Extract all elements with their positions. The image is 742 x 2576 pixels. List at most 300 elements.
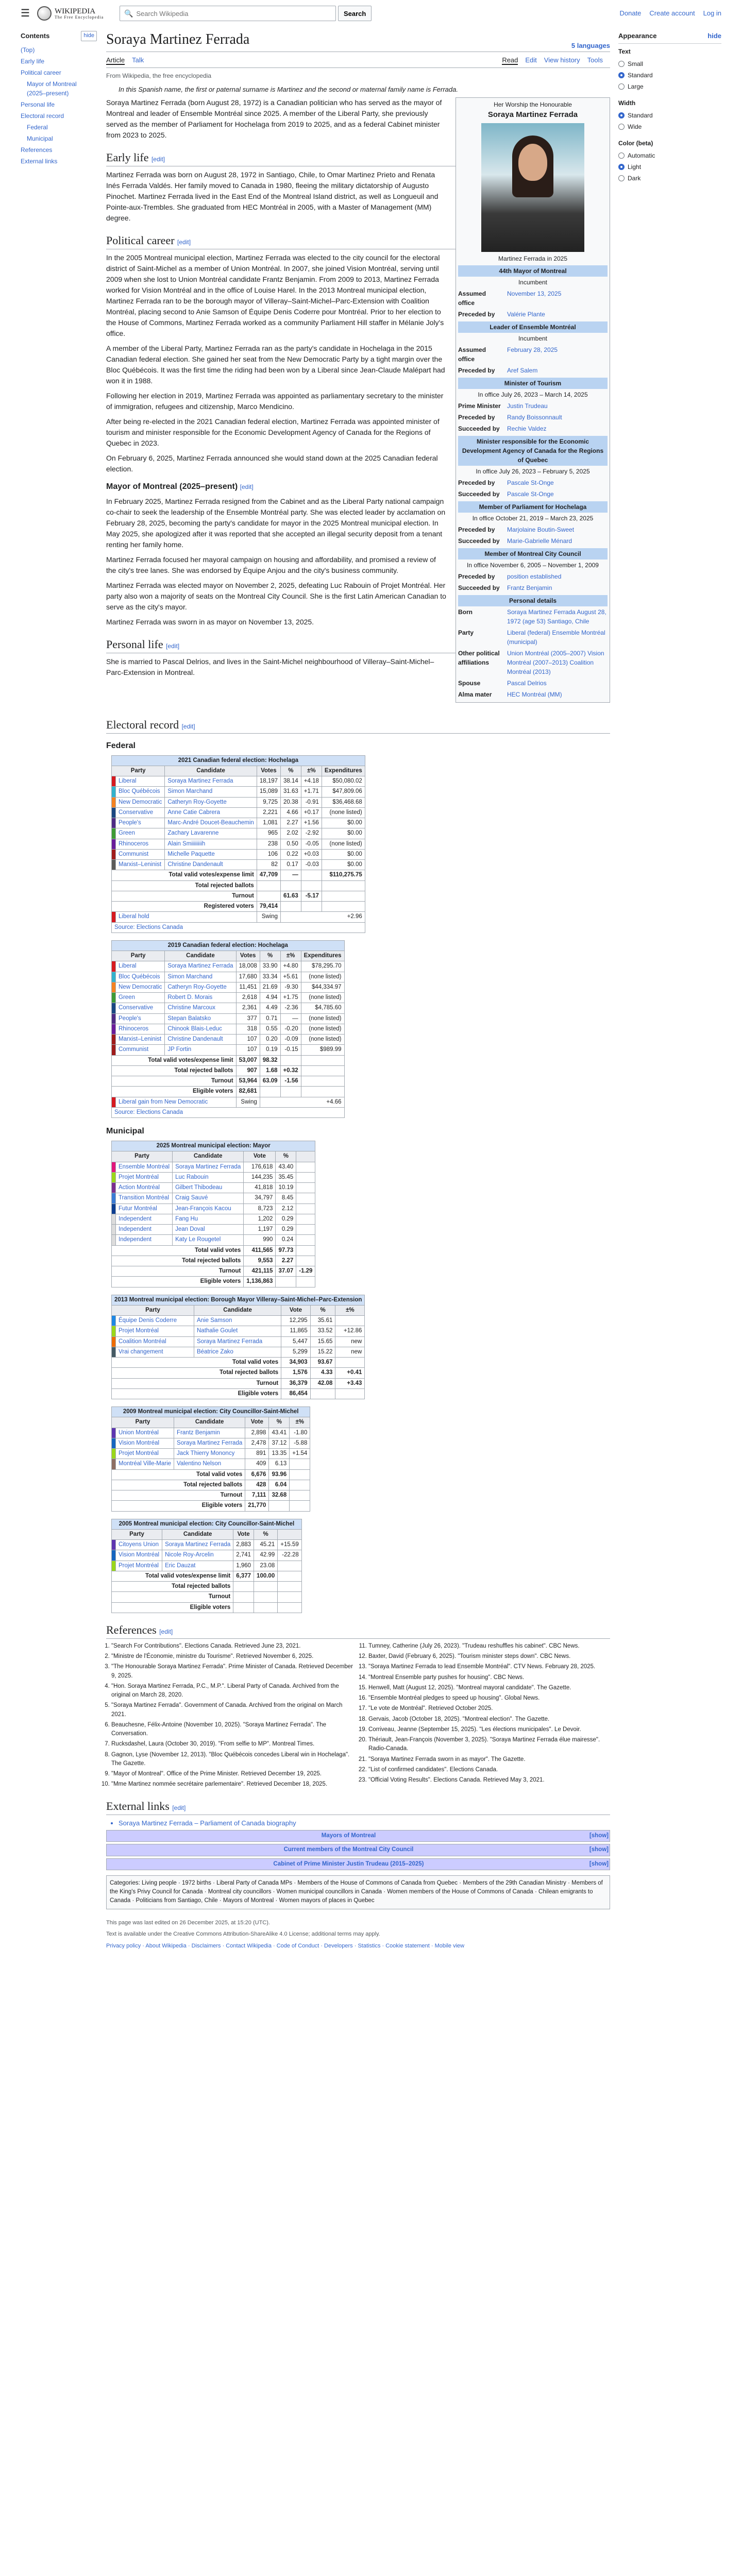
navbox-title[interactable]: Current members of the Montreal City Council: [283, 1846, 414, 1853]
candidate-cell[interactable]: Simon Marchand: [165, 787, 257, 797]
party-cell[interactable]: Projet Montréal: [116, 1326, 194, 1336]
text-standard-option[interactable]: Standard: [618, 70, 721, 81]
infobox-header[interactable]: Member of Montreal City Council: [458, 548, 608, 560]
totals-label: Total valid votes/expense limit: [112, 1055, 237, 1065]
totals-value: [257, 891, 280, 901]
party-cell[interactable]: Montréal Ville-Marie: [116, 1459, 174, 1469]
totals-label: Turnout: [112, 1490, 245, 1501]
percent-cell: 0.50: [281, 839, 301, 849]
toc-item[interactable]: (Top): [21, 46, 35, 54]
candidate-cell[interactable]: Chinook Blais-Leduc: [165, 1024, 236, 1034]
reference-item[interactable]: 10. "Mme Martinez nommée secrétaire parlementaire". Retrieved December 18, 2025.: [111, 1780, 353, 1789]
infobox-term: Incumbent: [518, 334, 548, 342]
column-header: [296, 1151, 315, 1162]
toc-item[interactable]: References: [21, 146, 53, 154]
party-cell[interactable]: Green: [116, 993, 165, 1003]
totals-value: [257, 880, 280, 891]
toc-item[interactable]: Mayor of Montreal (2025–present): [27, 80, 77, 97]
change-cell: [296, 1172, 315, 1182]
edit-section-link[interactable]: [edit]: [172, 1804, 186, 1811]
toc-item[interactable]: Political career: [21, 69, 61, 76]
election-table: [111, 1141, 315, 1287]
party-cell[interactable]: Independent: [116, 1235, 173, 1245]
menu-icon[interactable]: ☰: [21, 8, 30, 19]
navbox-title[interactable]: Mayors of Montreal: [321, 1833, 376, 1839]
column-header: ±%: [290, 1417, 310, 1428]
reference-item[interactable]: 13. "Soraya Martinez Ferrada to lead Ensemble Montréal". CTV News. February 28, 2025.: [368, 1663, 610, 1671]
reference-item[interactable]: 3. "The Honourable Soraya Martinez Ferrada". Prime Minister of Canada. Retrieved December 9, 2025.: [111, 1663, 353, 1681]
edit-section-link[interactable]: [edit]: [151, 156, 165, 163]
infobox-label: Born: [458, 608, 473, 616]
candidate-cell[interactable]: Alain Smiiiiiiiih: [165, 839, 257, 849]
candidate-cell[interactable]: Soraya Martinez Ferrada: [165, 961, 236, 972]
table-caption[interactable]: 2005 Montreal municipal election: City Councillor-Saint-Michel: [112, 1519, 302, 1529]
footer-links[interactable]: Privacy policy · About Wikipedia · Disclaimers · Contact Wikipedia · Code of Conduct · Developers · Statistics · Cookie statement · Mobile view: [106, 1942, 465, 1949]
tab-read[interactable]: Read: [502, 56, 518, 64]
candidate-cell[interactable]: Soraya Martinez Ferrada: [173, 1162, 244, 1172]
party-cell[interactable]: Marxist–Leninist: [116, 860, 165, 870]
party-color-swatch: [112, 1449, 116, 1459]
totals-value: [290, 1480, 310, 1490]
appearance-hide-button[interactable]: hide: [707, 32, 721, 40]
totals-value: 1.68: [260, 1065, 280, 1076]
party-cell[interactable]: Independent: [116, 1214, 173, 1224]
totals-value: 34,903: [281, 1358, 311, 1368]
totals-row: [112, 1065, 345, 1076]
table-caption[interactable]: 2021 Canadian federal election: Hochelaga: [112, 755, 365, 766]
party-cell[interactable]: Liberal: [116, 776, 165, 787]
reference-item[interactable]: 7. Rucksdashel, Laura (October 30, 2019). "From selfie to MP". Montreal Times.: [111, 1740, 353, 1749]
reference-item[interactable]: 20. Thériault, Jean-François (November 3, 2025). "Soraya Martinez Ferrada élue mairesse". Radio-Canada.: [368, 1736, 610, 1754]
toc-item[interactable]: External links: [21, 157, 58, 165]
infobox-value[interactable]: Frantz Benjamin: [507, 584, 552, 591]
table-caption[interactable]: 2009 Montreal municipal election: City Councillor-Saint-Michel: [112, 1407, 310, 1417]
infobox-value[interactable]: Pascale St-Onge: [507, 490, 554, 498]
infobox-honorific: Her Worship the Honourable: [494, 101, 572, 108]
party-cell[interactable]: Bloc Québécois: [116, 972, 165, 982]
totals-value: +0.32: [280, 1065, 301, 1076]
infobox-value[interactable]: Pascal Delrios: [507, 679, 547, 687]
color-dark-option[interactable]: Dark: [618, 173, 721, 184]
reference-item[interactable]: 18. Gervais, Jacob (October 18, 2025). "Montreal election". The Gazette.: [368, 1715, 610, 1724]
infobox-value[interactable]: HEC Montréal (MM): [507, 690, 562, 698]
candidate-cell[interactable]: Catheryn Roy-Goyette: [165, 982, 236, 992]
party-color-swatch: [112, 1024, 116, 1034]
candidate-cell[interactable]: Marc-André Doucet-Beauchemin: [165, 818, 257, 828]
navbox-header[interactable]: [107, 1859, 610, 1870]
navbox-toggle[interactable]: [show]: [589, 1860, 609, 1867]
radio-icon: [618, 83, 625, 90]
percent-cell: 6.13: [269, 1459, 290, 1469]
totals-row: [112, 870, 365, 880]
party-cell[interactable]: Rhinoceros: [116, 1024, 165, 1034]
table-row: [112, 849, 365, 859]
table-row: [112, 828, 365, 839]
reference-item[interactable]: 17. "Le vote de Montréal". Retrieved October 2025.: [368, 1704, 610, 1713]
party-cell[interactable]: Action Montréal: [116, 1183, 173, 1193]
infobox-value[interactable]: position established: [507, 572, 562, 580]
reference-item[interactable]: 5. "Soraya Martinez Ferrada". Government of Canada. Archived from the original on March 2021.: [111, 1701, 353, 1719]
party-cell[interactable]: Citoyens Union: [116, 1540, 162, 1550]
totals-row: [112, 1388, 365, 1399]
result-row: [112, 1097, 345, 1107]
totals-value: [260, 1087, 280, 1097]
infobox-header[interactable]: Personal details: [458, 595, 608, 606]
candidate-cell[interactable]: Catheryn Roy-Goyette: [165, 797, 257, 807]
site-logo[interactable]: [37, 6, 109, 21]
table-source[interactable]: Source: Elections Canada: [112, 922, 365, 933]
totals-value: $110,275.75: [322, 870, 365, 880]
donate-link[interactable]: Donate: [619, 9, 642, 18]
totals-value: +3.43: [335, 1378, 365, 1388]
toc-item[interactable]: Personal life: [21, 100, 55, 108]
party-cell[interactable]: Conservative: [116, 807, 165, 818]
candidate-cell[interactable]: Nicole Roy-Arcelin: [162, 1550, 233, 1561]
table-caption[interactable]: 2013 Montreal municipal election: Borough Mayor Villeray–Saint-Michel–Parc-Extension: [112, 1295, 365, 1305]
party-cell[interactable]: Union Montréal: [116, 1428, 174, 1438]
party-color-swatch: [112, 849, 116, 859]
party-cell[interactable]: Projet Montréal: [116, 1561, 162, 1571]
table-source[interactable]: Source: Elections Canada: [112, 1107, 345, 1117]
party-cell[interactable]: Transition Montréal: [116, 1193, 173, 1204]
table-caption[interactable]: 2019 Canadian federal election: Hochelaga: [112, 940, 345, 951]
party-cell[interactable]: Marxist–Leninist: [116, 1035, 165, 1045]
infobox-label: Preceded by: [458, 310, 495, 318]
reference-item[interactable]: 14. "Montreal Ensemble party pushes for housing". CBC News.: [368, 1673, 610, 1682]
edit-section-link[interactable]: [edit]: [166, 642, 180, 650]
infobox-name: Soraya Martinez Ferrada: [487, 110, 578, 119]
candidate-cell[interactable]: Béatrice Zako: [194, 1347, 281, 1357]
party-color-swatch: [112, 860, 116, 870]
candidate-cell[interactable]: Jack Thierry Mononcy: [174, 1449, 245, 1459]
reference-item[interactable]: 16. "Ensemble Montréal pledges to speed up housing". Global News.: [368, 1694, 610, 1703]
reference-item[interactable]: 1. "Search For Contributions". Elections Canada. Retrieved June 23, 2021.: [111, 1642, 353, 1651]
infobox-value[interactable]: Union Montréal (2005–2007) Vision Montréal (2007–2013) Coalition Montréal (2013): [507, 649, 604, 675]
reference-item[interactable]: 6. Beauchesne, Félix-Antoine (November 10, 2025). "Soraya Martinez Ferrada". The Conversation.: [111, 1721, 353, 1739]
candidate-cell[interactable]: Christine Dandenault: [165, 1035, 236, 1045]
table-row: [112, 1336, 365, 1347]
percent-cell: 23.08: [254, 1561, 278, 1571]
totals-value: 21,770: [245, 1501, 269, 1511]
totals-label: Total rejected ballots: [112, 1368, 281, 1378]
change-cell: new: [335, 1347, 365, 1357]
expenditure-cell: (none listed): [301, 1035, 344, 1045]
navbox-title[interactable]: Cabinet of Prime Minister Justin Trudeau (2015–2025): [273, 1860, 424, 1867]
toc-hide-button[interactable]: hide: [81, 31, 97, 41]
column-header: Party: [112, 1529, 162, 1539]
table-row: [112, 1035, 345, 1045]
party-cell[interactable]: Équipe Denis Coderre: [116, 1316, 194, 1326]
candidate-cell[interactable]: Robert D. Morais: [165, 993, 236, 1003]
login-link[interactable]: Log in: [703, 9, 721, 18]
party-cell[interactable]: Liberal: [116, 961, 165, 972]
table-caption-row: [112, 1295, 365, 1305]
votes-cell: 18,008: [236, 961, 260, 972]
totals-row: [112, 1277, 315, 1287]
infobox-value[interactable]: Liberal (federal) Ensemble Montréal (municipal): [507, 629, 605, 646]
totals-row: [112, 1571, 302, 1581]
votes-cell: 1,081: [257, 818, 280, 828]
candidate-cell[interactable]: Luc Rabouin: [173, 1172, 244, 1182]
change-cell: [296, 1193, 315, 1204]
tab-talk[interactable]: Talk: [132, 56, 144, 64]
party-cell[interactable]: Green: [116, 828, 165, 839]
result-label[interactable]: Liberal gain from New Democratic: [116, 1097, 237, 1107]
language-button[interactable]: 5 languages: [571, 41, 610, 49]
navbox-header[interactable]: [107, 1844, 610, 1855]
party-cell[interactable]: Conservative: [116, 1003, 165, 1013]
totals-label: Total valid votes/expense limit: [112, 870, 257, 880]
totals-row: [112, 880, 365, 891]
search-icon: 🔍: [124, 9, 133, 18]
candidate-cell[interactable]: Christine Marcoux: [165, 1003, 236, 1013]
external-link[interactable]: • Soraya Martinez Ferrada – Parliament of Canada biography: [119, 1818, 610, 1828]
party-cell[interactable]: Vision Montréal: [116, 1550, 162, 1561]
infobox-header[interactable]: Leader of Ensemble Montréal: [458, 321, 608, 333]
votes-cell: 1,202: [244, 1214, 276, 1224]
party-cell[interactable]: New Democratic: [116, 797, 165, 807]
totals-value: [290, 1469, 310, 1480]
party-color-swatch: [112, 1193, 116, 1204]
toc-title: Contents: [21, 32, 50, 40]
change-cell: +4.80: [280, 961, 301, 972]
table-header-row: [112, 1529, 302, 1539]
infobox-row: [458, 606, 608, 627]
reference-item[interactable]: 22. "List of confirmed candidates". Elections Canada.: [368, 1766, 610, 1774]
section-title: Electoral record: [106, 718, 179, 731]
candidate-cell[interactable]: Christine Dandenault: [165, 860, 257, 870]
candidate-cell[interactable]: Soraya Martinez Ferrada: [194, 1336, 281, 1347]
table-row: [112, 1540, 302, 1550]
tab-history[interactable]: View history: [544, 56, 580, 64]
expenditure-cell: $0.00: [322, 860, 365, 870]
width-wide-option[interactable]: Wide: [618, 121, 721, 132]
totals-value: 42.08: [310, 1378, 335, 1388]
party-cell[interactable]: Coalition Montréal: [116, 1336, 194, 1347]
infobox-value[interactable]: Valérie Plante: [507, 310, 545, 318]
text-small-option[interactable]: Small: [618, 58, 721, 70]
candidate-cell[interactable]: Gilbert Thibodeau: [173, 1183, 244, 1193]
radio-icon: [618, 124, 625, 130]
site-tagline: The Free Encyclopedia: [54, 14, 104, 20]
paragraph: On February 6, 2025, Martinez Ferrada announced she would stand down at the 2025 Canadian federal election.: [106, 454, 438, 473]
column-header: %: [310, 1305, 335, 1315]
infobox-header[interactable]: Member of Parliament for Hochelaga: [458, 501, 608, 513]
portrait-image[interactable]: [481, 123, 584, 252]
infobox-header[interactable]: Minister of Tourism: [458, 378, 608, 389]
totals-row: [112, 1055, 345, 1065]
totals-value: [254, 1582, 278, 1592]
candidate-cell[interactable]: Soraya Martinez Ferrada: [162, 1540, 233, 1550]
edit-section-link[interactable]: [edit]: [159, 1628, 173, 1635]
percent-cell: 0.55: [260, 1024, 280, 1034]
infobox-value[interactable]: Soraya Martinez Ferrada August 28, 1972 (age 53) Santiago, Chile: [507, 608, 606, 625]
votes-cell: 2,883: [233, 1540, 254, 1550]
table-caption[interactable]: 2025 Montreal municipal election: Mayor: [112, 1141, 315, 1151]
party-cell[interactable]: Projet Montréal: [116, 1449, 174, 1459]
party-cell[interactable]: People's: [116, 1013, 165, 1024]
change-cell: -5.88: [290, 1438, 310, 1448]
navbox-toggle[interactable]: [show]: [589, 1846, 609, 1853]
section-title: Early life: [106, 151, 149, 164]
table-header-row: [112, 951, 345, 961]
table-caption-row: [112, 1141, 315, 1151]
width-standard-option[interactable]: Standard: [618, 110, 721, 121]
votes-cell: 15,089: [257, 787, 280, 797]
party-color-swatch: [112, 1003, 116, 1013]
table-row: [112, 1172, 315, 1182]
totals-value: 93.96: [269, 1469, 290, 1480]
column-header: Party: [112, 951, 165, 961]
reference-item[interactable]: 15. Henwell, Matt (August 12, 2025). "Montreal mayoral candidate". The Gazette.: [368, 1684, 610, 1692]
toc-item[interactable]: Electoral record: [21, 112, 64, 120]
party-cell[interactable]: Vrai changement: [116, 1347, 194, 1357]
party-cell[interactable]: Projet Montréal: [116, 1172, 173, 1182]
candidate-cell[interactable]: Simon Marchand: [165, 972, 236, 982]
percent-cell: 4.49: [260, 1003, 280, 1013]
category-links[interactable]: Categories: Living people · 1972 births · Liberal Party of Canada MPs · Members of the House of Commons of Canada from Quebec · Members of the 29th Canadian Ministry · Members of the King's Privy Council for Canada · Montreal city councillors · Women municipal councillors in Canada · Women members of the House of Commons of Canada · Chilean emigrants to Canada · Politicians from Santiago, Chile · Mayors of Montreal · Women mayors of places in Quebec: [106, 1875, 610, 1909]
totals-value: [278, 1571, 302, 1581]
percent-cell: 21.69: [260, 982, 280, 992]
infobox-row: [458, 344, 608, 365]
candidate-cell[interactable]: Soraya Martinez Ferrada: [174, 1438, 245, 1448]
reference-item[interactable]: 4. "Hon. Soraya Martinez Ferrada, P.C., M.P.". Liberal Party of Canada. Archived from the original on March 28, 2020.: [111, 1682, 353, 1700]
totals-value: [310, 1388, 335, 1399]
infobox-value[interactable]: Pascale St-Onge: [507, 479, 554, 486]
party-color-swatch: [112, 993, 116, 1003]
result-label[interactable]: Liberal hold: [116, 912, 257, 922]
party-cell[interactable]: People's: [116, 818, 165, 828]
party-cell[interactable]: Communist: [116, 1045, 165, 1055]
party-cell[interactable]: New Democratic: [116, 982, 165, 992]
candidate-cell[interactable]: Stepan Balatsko: [165, 1013, 236, 1024]
candidate-cell[interactable]: Jean Doval: [173, 1225, 244, 1235]
column-header: Vote: [281, 1305, 311, 1315]
edit-section-link[interactable]: [edit]: [240, 483, 254, 490]
change-cell: +1.54: [290, 1449, 310, 1459]
candidate-cell[interactable]: Jean-François Kacou: [173, 1204, 244, 1214]
candidate-cell[interactable]: Soraya Martinez Ferrada: [165, 776, 257, 787]
candidate-cell[interactable]: Anne Catie Cabrera: [165, 807, 257, 818]
column-header: %: [281, 766, 301, 776]
candidate-cell[interactable]: Valentino Nelson: [174, 1459, 245, 1469]
party-cell[interactable]: Communist: [116, 849, 165, 859]
text-large-option[interactable]: Large: [618, 81, 721, 92]
edit-section-link[interactable]: [edit]: [181, 722, 195, 730]
candidate-cell[interactable]: Fang Hu: [173, 1214, 244, 1224]
expenditure-cell: (none listed): [301, 1013, 344, 1024]
party-color-swatch: [112, 1561, 116, 1571]
create-account-link[interactable]: Create account: [649, 9, 695, 18]
tab-tools[interactable]: Tools: [587, 56, 603, 64]
reference-item[interactable]: 2. "Ministre de l'Économie, ministre du Tourisme". Retrieved November 6, 2025.: [111, 1652, 353, 1661]
totals-label: Turnout: [112, 1076, 237, 1087]
reference-item[interactable]: 8. Gagnon, Lyse (November 12, 2013). "Bloc Québécois concedes Liberal win in Hochelaga". The Gazette.: [111, 1751, 353, 1769]
paragraph: In the 2005 Montreal municipal election, Martinez Ferrada was elected to the city council for the electoral district of Saint-Michel as a member of Union Montréal. In 2007, she joined Vision Montréal, serving until 2009 when she lost to Union Montréal candidate Frantz Benjamin. From 2009 to 2013, Martinez Ferrada worked for Vision Montréal and in the office of Louise Harel. In the 2013 Montreal municipal election, Martinez Ferrada ran to be the borough mayor of Villeray–Saint-Michel–Parc-Extension with Coalition Montréal, placing second to Anie Samson of Équipe Denis Coderre pour Montréal. Prior to her election to the House of Commons, Martinez Ferrada worked as a community Parliament Hill staffer in Mélanie Joly's office.: [106, 253, 444, 337]
party-color-swatch: [112, 1326, 116, 1336]
infobox-value[interactable]: Randy Boissonnault: [507, 413, 562, 421]
totals-value: [301, 1065, 344, 1076]
column-header: Party: [112, 1305, 194, 1315]
reference-item[interactable]: 19. Corriveau, Jeanne (September 15, 2025). "Les élections municipales". Le Devoir.: [368, 1725, 610, 1734]
totals-value: [322, 891, 365, 901]
candidate-cell[interactable]: Zachary Lavarenne: [165, 828, 257, 839]
reference-item[interactable]: 12. Baxter, David (February 6, 2025). "Tourism minister steps down". CBC News.: [368, 1652, 610, 1661]
candidate-cell[interactable]: JP Fortin: [165, 1045, 236, 1055]
tab-article[interactable]: Article: [106, 56, 125, 64]
infobox-value[interactable]: November 13, 2025: [507, 290, 562, 297]
infobox-header[interactable]: Minister responsible for the Economic Development Agency of Canada for the Regions of Quebec: [458, 436, 608, 466]
table-row: [112, 1024, 345, 1034]
party-color-swatch: [112, 1540, 116, 1550]
subsection-title: Mayor of Montreal (2025–present): [106, 482, 238, 491]
candidate-cell[interactable]: Katy Le Rougetel: [173, 1235, 244, 1245]
expenditure-cell: $78,295.70: [301, 961, 344, 972]
search-input[interactable]: [136, 10, 331, 18]
party-cell[interactable]: Bloc Québécois: [116, 787, 165, 797]
infobox-value[interactable]: Marjolaine Boutin-Sweet: [507, 526, 575, 533]
candidate-cell[interactable]: Eric Dauzat: [162, 1561, 233, 1571]
table-row: [112, 776, 365, 787]
party-cell[interactable]: Rhinoceros: [116, 839, 165, 849]
infobox-header[interactable]: 44th Mayor of Montreal: [458, 265, 608, 277]
totals-value: [296, 1245, 315, 1256]
candidate-cell[interactable]: Anie Samson: [194, 1316, 281, 1326]
color-light-option[interactable]: Light: [618, 161, 721, 173]
table-caption-row: [112, 1407, 310, 1417]
table-row: [112, 787, 365, 797]
search-box: [120, 6, 336, 21]
totals-label: Total rejected ballots: [112, 1256, 244, 1266]
search-button[interactable]: Search: [338, 6, 372, 21]
column-header: Votes: [257, 766, 280, 776]
party-cell[interactable]: Ensemble Montréal: [116, 1162, 173, 1172]
totals-value: 61.63: [281, 891, 301, 901]
infobox-value[interactable]: Rechie Valdez: [507, 425, 547, 432]
infobox-value[interactable]: Marie-Gabrielle Ménard: [507, 537, 572, 545]
navbox-header[interactable]: [107, 1831, 610, 1841]
candidate-cell[interactable]: Nathalie Goulet: [194, 1326, 281, 1336]
reference-item[interactable]: 11. Tumney, Catherine (July 26, 2023). "Trudeau reshuffles his cabinet". CBC News.: [368, 1642, 610, 1651]
candidate-cell[interactable]: Craig Sauvé: [173, 1193, 244, 1204]
candidate-cell[interactable]: Michelle Paquette: [165, 849, 257, 859]
reference-item[interactable]: 9. "Mayor of Montreal". Office of the Prime Minister. Retrieved December 19, 2025.: [111, 1770, 353, 1778]
table-row: [112, 1162, 315, 1172]
candidate-cell[interactable]: Frantz Benjamin: [174, 1428, 245, 1438]
infobox-row: [458, 535, 608, 547]
color-automatic-option[interactable]: Automatic: [618, 150, 721, 161]
party-cell[interactable]: Vision Montréal: [116, 1438, 174, 1448]
reference-list: [111, 1642, 610, 1789]
infobox-value[interactable]: Justin Trudeau: [507, 402, 548, 410]
reference-item[interactable]: 21. "Soraya Martinez Ferrada sworn in as mayor". The Gazette.: [368, 1755, 610, 1764]
infobox-value[interactable]: Aref Salem: [507, 366, 538, 374]
infobox-value[interactable]: February 28, 2025: [507, 346, 558, 353]
reference-item[interactable]: 23. "Official Voting Results". Elections Canada. Retrieved May 3, 2021.: [368, 1776, 610, 1785]
expenditure-cell: $4,785.60: [301, 1003, 344, 1013]
party-cell[interactable]: Futur Montréal: [116, 1204, 173, 1214]
party-cell[interactable]: Independent: [116, 1225, 173, 1235]
tab-edit[interactable]: Edit: [525, 56, 537, 64]
navbox-toggle[interactable]: [show]: [589, 1833, 609, 1839]
edit-section-link[interactable]: [edit]: [177, 239, 191, 246]
toc-item[interactable]: Municipal: [27, 134, 53, 142]
toc-item[interactable]: Federal: [27, 123, 48, 131]
toc-item[interactable]: Early life: [21, 57, 45, 65]
change-cell: [290, 1459, 310, 1469]
change-cell: [296, 1214, 315, 1224]
totals-value: 37.07: [276, 1266, 296, 1277]
